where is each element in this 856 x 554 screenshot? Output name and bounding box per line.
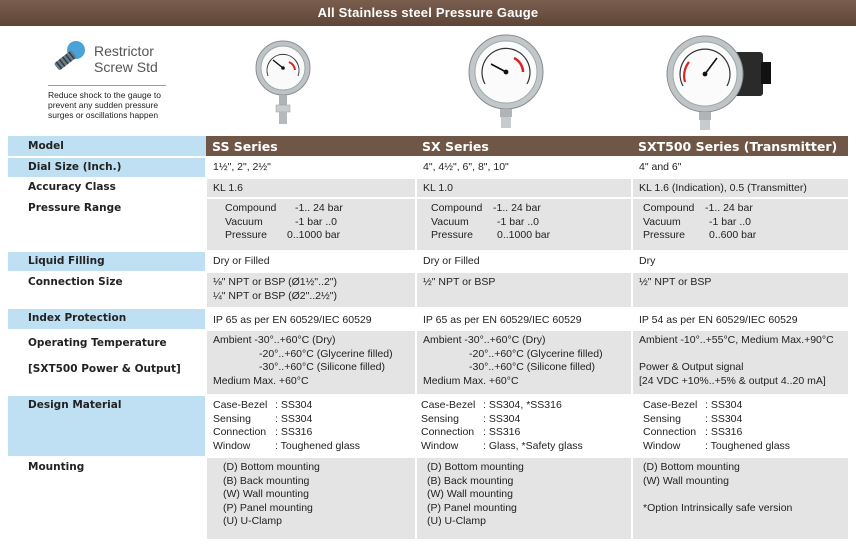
- sx-material-connection-value: : SS316: [483, 426, 521, 438]
- design-material-label: Design Material: [8, 395, 206, 457]
- sxt500-transmitter-gauge-image: [665, 34, 775, 132]
- sx-material-sensing-label: Sensing: [421, 412, 459, 425]
- sxt-pressure-value: 0..600 bar: [709, 229, 757, 241]
- table-row-design-material: [8, 395, 848, 457]
- page-title: All Stainless steel Pressure Gauge: [0, 0, 856, 26]
- sxt-material-connection-value: : SS316: [705, 426, 743, 438]
- sxt-mounting-bottom: (D) Bottom mounting: [643, 461, 740, 473]
- ss-accuracy: KL 1.6: [213, 182, 243, 194]
- sx-material-window-value: : Glass, *Safety glass: [483, 439, 583, 452]
- table-header-row: [8, 136, 848, 157]
- table-row-connection-size: [8, 272, 848, 308]
- ss-dial-size: 1½", 2", 2½": [213, 161, 271, 173]
- ss-temp-ambient: Ambient -30°..+60°C (Dry): [213, 334, 336, 346]
- ss-mounting-bottom: (D) Bottom mounting: [223, 461, 320, 473]
- ss-material-case-label: Case-Bezel: [213, 399, 268, 411]
- sx-material-case-label: Case-Bezel: [421, 399, 476, 411]
- sxt-dial-size: 4" and 6": [639, 161, 682, 173]
- ss-series-header: SS Series: [206, 136, 416, 157]
- ss-material-connection-value: : SS316: [275, 426, 313, 438]
- table-row-pressure-range: [8, 198, 848, 251]
- ss-mounting-back: (B) Back mounting: [223, 474, 310, 487]
- ss-pressure-label: Pressure: [225, 229, 268, 241]
- ss-connection-line2: ¼" NPT or BSP (Ø2"..2½"): [213, 289, 338, 302]
- sxt-material-sensing-value: : SS304: [705, 412, 743, 425]
- sx-vacuum-label: Vacuum: [431, 215, 469, 228]
- restrictor-screw-badge: [48, 38, 168, 120]
- sxt-vacuum-value: -1 bar ..0: [709, 215, 752, 228]
- table-row-index-protection: [8, 308, 848, 330]
- specifications-table: [8, 136, 848, 539]
- sxt-compound-label: Compound: [643, 202, 695, 214]
- ss-temp-glycerine: -20°..+60°C (Glycerine filled): [259, 347, 393, 360]
- table-row-mounting: [8, 457, 848, 539]
- ss-material-case-value: : SS304: [275, 399, 313, 411]
- sxt-material-case-label: Case-Bezel: [643, 399, 698, 411]
- sxt-mounting-wall: (W) Wall mounting: [643, 474, 729, 487]
- ss-material-window-value: : Toughened glass: [275, 439, 361, 452]
- sxt-liquid-filling: Dry: [639, 255, 656, 267]
- sxt-material-window-value: : Toughened glass: [705, 439, 791, 452]
- sx-vacuum-value: -1 bar ..0: [497, 215, 540, 228]
- sx-material-sensing-value: : SS304: [483, 412, 521, 425]
- sx-mounting-uclamp: (U) U-Clamp: [427, 515, 486, 527]
- ss-material-window-label: Window: [213, 439, 251, 452]
- table-row-dial-size: [8, 157, 848, 178]
- sxt-material-case-value: : SS304: [705, 399, 743, 411]
- liquid-filling-label: Liquid Filling: [8, 251, 206, 272]
- sxt-power-output: Power & Output signal: [639, 361, 744, 373]
- sx-material-connection-label: Connection: [421, 426, 475, 438]
- sxt-vacuum-label: Vacuum: [643, 215, 681, 228]
- ss-mounting-wall: (W) Wall mounting: [223, 488, 309, 500]
- sx-index-protection: IP 65 as per EN 60529/IEC 60529: [423, 314, 582, 326]
- sx-dial-size: 4", 4½", 6", 8", 10": [423, 161, 509, 173]
- restrictor-name-line1: Restrictor: [94, 43, 154, 59]
- ss-material-connection-label: Connection: [213, 426, 267, 438]
- ss-material-sensing-label: Sensing: [213, 412, 251, 425]
- ss-connection-line1: ⅛" NPT or BSP (Ø1½"..2"): [213, 276, 338, 288]
- ss-vacuum-label: Vacuum: [225, 215, 263, 228]
- dial-size-label: Dial Size (Inch.): [8, 157, 206, 178]
- sxt-index-protection: IP 54 as per EN 60529/IEC 60529: [639, 314, 798, 326]
- table-row-liquid-filling: [8, 251, 848, 272]
- ss-vacuum-value: -1 bar ..0: [295, 215, 338, 228]
- sx-compound-label: Compound: [431, 202, 483, 214]
- sxt-compound-value: -1.. 24 bar: [705, 202, 753, 214]
- ss-pressure-value: 0..1000 bar: [287, 229, 341, 241]
- mounting-label: Mounting: [8, 457, 206, 539]
- sxt-power-output-spec: [24 VDC +10%..+5% & output 4..20 mA]: [639, 374, 826, 387]
- index-protection-label: Index Protection: [8, 308, 206, 330]
- ss-temp-silicone: -30°..+60°C (Silicone filled): [259, 361, 385, 373]
- table-row-accuracy: [8, 178, 848, 198]
- sx-material-case-value: : SS304, *SS316: [483, 399, 562, 411]
- ss-series-gauge-image: [255, 40, 311, 128]
- pressure-range-label: Pressure Range: [8, 198, 206, 251]
- accuracy-class-label: Accuracy Class: [8, 178, 206, 198]
- ss-index-protection: IP 65 as per EN 60529/IEC 60529: [213, 314, 372, 326]
- sx-temp-medium: Medium Max. +60°C: [423, 374, 519, 387]
- ss-compound-value: -1.. 24 bar: [295, 202, 343, 214]
- sx-mounting-bottom: (D) Bottom mounting: [427, 461, 524, 473]
- restrictor-screw-icon: [48, 38, 90, 80]
- sxt-mounting-note: *Option Intrinsically safe version: [643, 501, 793, 514]
- sx-compound-value: -1.. 24 bar: [493, 202, 541, 214]
- sx-mounting-panel: (P) Panel mounting: [427, 501, 517, 514]
- sx-accuracy: KL 1.0: [423, 182, 453, 194]
- ss-mounting-uclamp: (U) U-Clamp: [223, 515, 282, 527]
- sx-series-header: SX Series: [416, 136, 632, 157]
- sxt500-power-output-label: [SXT500 Power & Output]: [28, 363, 181, 375]
- sxt-temp-ambient: Ambient -10°..+55°C, Medium Max.+90°C: [639, 334, 834, 346]
- ss-compound-label: Compound: [225, 202, 277, 214]
- sxt-pressure-label: Pressure: [643, 229, 686, 241]
- model-label: Model: [8, 136, 206, 157]
- sx-liquid-filling: Dry or Filled: [423, 255, 480, 267]
- sx-material-window-label: Window: [421, 439, 459, 452]
- sx-temp-silicone: -30°..+60°C (Silicone filled): [469, 361, 595, 373]
- restrictor-name-line2: Screw Std: [94, 59, 158, 75]
- sxt-material-window-label: Window: [643, 439, 681, 452]
- sxt-connection: ½" NPT or BSP: [639, 276, 712, 288]
- connection-size-label: Connection Size: [8, 272, 206, 308]
- sx-pressure-value: 0..1000 bar: [497, 229, 551, 241]
- sxt500-series-header: SXT500 Series (Transmitter): [632, 136, 848, 157]
- ss-temp-medium: Medium Max. +60°C: [213, 374, 309, 387]
- sx-connection: ½" NPT or BSP: [423, 276, 496, 288]
- sx-pressure-label: Pressure: [431, 229, 474, 241]
- sx-mounting-wall: (W) Wall mounting: [427, 488, 513, 500]
- sx-temp-ambient: Ambient -30°..+60°C (Dry): [423, 334, 546, 346]
- sx-series-gauge-image: [466, 34, 546, 130]
- sxt-material-sensing-label: Sensing: [643, 412, 681, 425]
- sxt-accuracy: KL 1.6 (Indication), 0.5 (Transmitter): [639, 182, 807, 194]
- restrictor-description: Reduce shock to the gauge to prevent any sudden pressure surges or oscillations happen: [48, 90, 161, 120]
- ss-mounting-panel: (P) Panel mounting: [223, 501, 313, 514]
- table-row-operating-temperature: [8, 330, 848, 395]
- sx-temp-glycerine: -20°..+60°C (Glycerine filled): [469, 347, 603, 360]
- ss-liquid-filling: Dry or Filled: [213, 255, 270, 267]
- sx-mounting-back: (B) Back mounting: [427, 474, 514, 487]
- sxt-material-connection-label: Connection: [643, 426, 697, 438]
- ss-material-sensing-value: : SS304: [275, 412, 313, 425]
- operating-temperature-label: Operating Temperature: [28, 337, 167, 349]
